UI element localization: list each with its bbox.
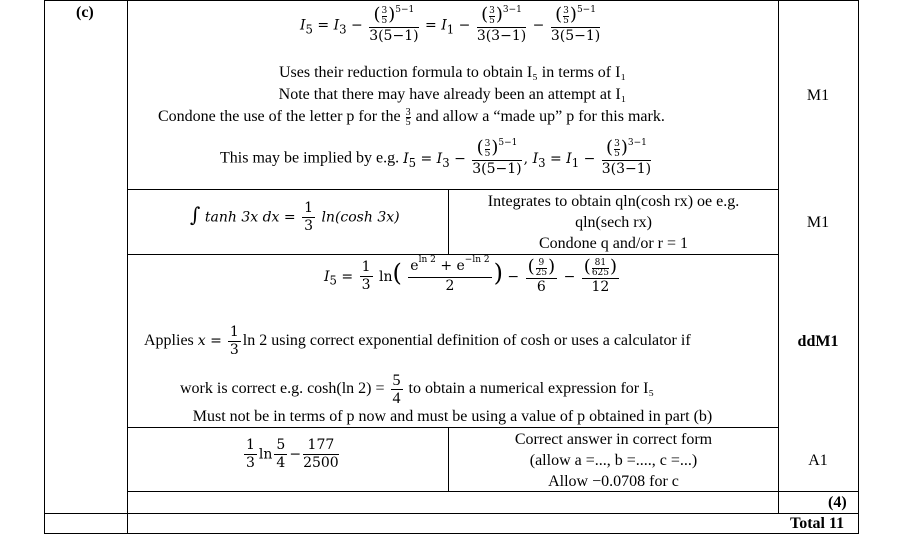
row3-applies: Applies x = $\frac{1}{3}$ ln 2 using correct exponential definition of cosh or uses a calculator if <box>144 324 691 358</box>
row1-mark: M1 <box>806 87 830 104</box>
row4-mark: A1 <box>808 452 828 469</box>
row3-must: Must not be in terms of p now and must be using a value of p obtained in part (b) <box>192 408 713 425</box>
total: Total 11 <box>790 515 845 532</box>
final-answer: $\frac{1}{3}$ ln $\frac{5}{4}$ − $\frac{177}{2500}$ <box>246 437 339 471</box>
row2-mark: M1 <box>806 214 830 231</box>
i5-log-expression: $I_5$ = $\frac{1}{3}$ ln( $\frac{e^{ln 2} + e^{-ln 2}}{2}$ ) − ( $\frac{9}{25}$ ) 6 − ( $\frac{81}{625}$ ) 12 <box>324 255 618 295</box>
part-label: (c) <box>76 4 94 21</box>
row3-mark: ddM1 <box>797 333 839 350</box>
row1-line1: Uses their reduction formula to obtain I₅ in terms of I₁ <box>278 64 627 81</box>
row1-line2: Note that there may have already been an attempt at I₁ <box>278 86 627 103</box>
row2-note2: qln(sech rx) <box>575 214 652 231</box>
row4-note2: (allow a =..., b =...., c =...) <box>529 452 698 469</box>
integral-expression: ∫ tanh 3x dx = $\frac{1}{3}$ ln(cosh 3x) <box>190 200 400 234</box>
row1-implied: This may be implied by e.g. $I_5 = I_3$ − ( $\frac{3}{5}$ )$^{5-1}$ 3(5−1) , $I_3 = I_1$ − ( $\frac{3}{5}$ )$^{3-1}$ 3(3−1) <box>220 137 652 177</box>
row1-line3: Condone the use of the letter p for the $\frac{3}{5}$ and allow a “made up” p for this mark. <box>158 107 665 128</box>
row3-work: work is correct e.g. cosh(ln 2) = $\frac{5}{4}$ to obtain a numerical expression for I₅ <box>180 372 655 407</box>
row2-note1: Integrates to obtain qln(cosh rx) oe e.g. <box>487 193 740 210</box>
subtotal: (4) <box>828 494 847 511</box>
reduction-formula: $I_5 = I_3$ − ( $\frac{3}{5}$ )$^{5-1}$ 3(5−1) = $I_1$ − ( $\frac{3}{5}$ )$^{3-1}$ 3(3−1) − ( $\frac{3}{5}$ )$^{5-1}$ 3(5−1) <box>300 4 601 44</box>
row2-note3: Condone q and/or r = 1 <box>539 235 688 252</box>
row4-note3: Allow −0.0708 for c <box>548 473 679 490</box>
row4-note1: Correct answer in correct form <box>514 431 713 448</box>
